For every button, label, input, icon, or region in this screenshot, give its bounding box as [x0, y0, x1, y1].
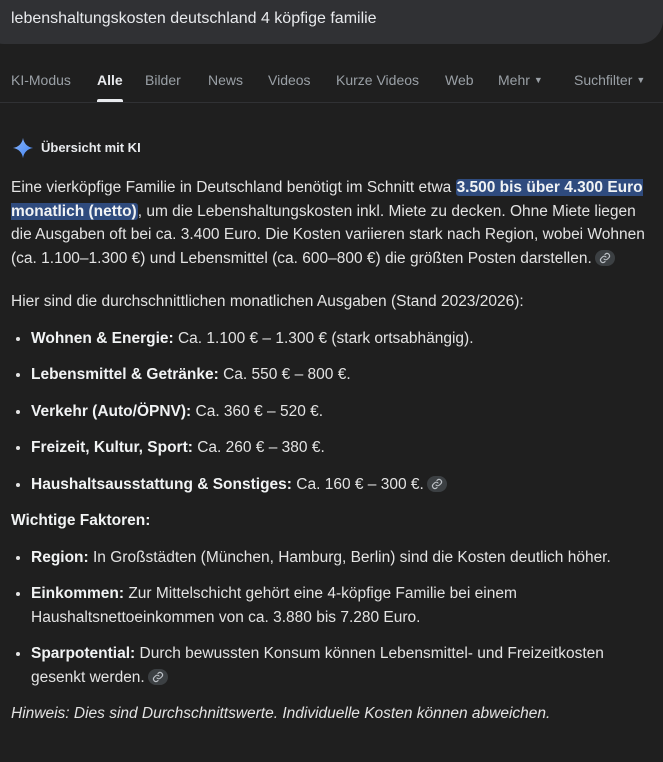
- source-link-button[interactable]: [427, 476, 447, 492]
- tabs-divider: [0, 102, 663, 103]
- list-item: [31, 473, 651, 497]
- tab-suchfilter-label: Suchfilter: [574, 72, 633, 88]
- tab-mehr-label: Mehr: [498, 72, 530, 88]
- expense-label: Lebensmittel & Getränke:: [31, 366, 219, 383]
- intro-paragraph: [11, 176, 651, 270]
- tab-web[interactable]: Web: [445, 72, 474, 88]
- caret-down-icon: ▼: [636, 75, 646, 85]
- expense-value: Ca. 550 € – 800 €.: [218, 366, 351, 383]
- search-tabs: [0, 72, 663, 102]
- expense-value: Ca. 360 € – 520 €.: [191, 402, 324, 420]
- search-query[interactable]: lebenshaltungskosten deutschland 4 köpfige familie: [11, 10, 377, 27]
- tab-kurze-videos[interactable]: Kurze Videos: [336, 72, 420, 88]
- expenses-list: [11, 327, 651, 497]
- tab-alle[interactable]: Alle: [97, 72, 123, 88]
- expense-label: Freizeit, Kultur, Sport:: [31, 439, 193, 456]
- ai-overview-title: Übersicht mit KI: [41, 140, 141, 155]
- list-item: [31, 363, 651, 387]
- factor-label: Sparpotential:: [31, 645, 136, 662]
- factor-text: In Großstädten (München, Hamburg, Berlin) sind die Kosten deutlich höher.: [88, 548, 611, 566]
- intro-text-end: , um die Lebenshaltungskosten inkl. Miete zu decken. Ohne Miete liegen die Ausgaben oft bei ca. 3.400 Euro. Die Kosten variieren stark nach Region, wobei Wohnen (ca. 1.100–1.300 €) und Lebensmittel (ca. 600–800 €) die größten Posten darstellen.: [11, 202, 645, 267]
- expense-label: Verkehr (Auto/ÖPNV):: [31, 402, 192, 420]
- factor-text: Zur Mittelschicht gehört eine 4-köpfige Familie bei einem Haushaltsnettoeinkommen von ca. 3.880 bis 7.280 Euro.: [31, 585, 517, 626]
- caret-down-icon: ▼: [533, 75, 543, 85]
- link-icon: [599, 252, 611, 264]
- factor-label: Region:: [31, 548, 89, 566]
- expense-value: Ca. 260 € – 380 €.: [192, 439, 325, 456]
- tab-bilder[interactable]: Bilder: [145, 72, 181, 88]
- expense-label: Haushaltsausstattung & Sonstiges:: [31, 475, 292, 493]
- factor-label: Einkommen:: [31, 585, 125, 602]
- list-item: [31, 327, 651, 351]
- list-item: [31, 436, 651, 460]
- link-icon: [431, 478, 443, 490]
- factors-list: [11, 546, 651, 690]
- factor-text: Durch bewussten Konsum können Lebensmittel- und Freizeitkosten gesenkt werden.: [31, 645, 604, 686]
- highlighted-cost-range: 3.500 bis über 4.300 Euro monatlich (netto): [11, 179, 643, 220]
- tab-videos[interactable]: Videos: [268, 72, 311, 88]
- gemini-sparkle-icon: [12, 137, 34, 159]
- expenses-intro: Hier sind die durchschnittlichen monatlichen Ausgaben (Stand 2023/2026):: [11, 293, 524, 310]
- list-item: [31, 400, 651, 424]
- tab-suchfilter[interactable]: [574, 72, 645, 88]
- tab-ki-modus[interactable]: KI-Modus: [11, 72, 71, 88]
- expense-label: Wohnen & Energie:: [31, 329, 174, 347]
- list-item: [31, 582, 651, 629]
- list-item: [31, 546, 651, 570]
- intro-text-start: Eine vierköpfige Familie in Deutschland benötigt im Schnitt etwa: [11, 179, 456, 196]
- tab-mehr[interactable]: [498, 72, 543, 88]
- list-item: [31, 642, 651, 689]
- disclaimer-note: Hinweis: Dies sind Durchschnittswerte. Individuelle Kosten können abweichen.: [11, 705, 551, 722]
- link-icon: [152, 671, 164, 683]
- tab-news[interactable]: News: [208, 72, 244, 88]
- source-link-button[interactable]: [148, 669, 168, 685]
- factors-heading: Wichtige Faktoren:: [11, 512, 151, 529]
- expense-value: Ca. 1.100 € – 1.300 € (stark ortsabhängig).: [173, 329, 474, 347]
- expense-value: Ca. 160 € – 300 €.: [291, 475, 424, 493]
- ai-overview-content: [11, 176, 651, 726]
- source-link-button[interactable]: [595, 250, 615, 266]
